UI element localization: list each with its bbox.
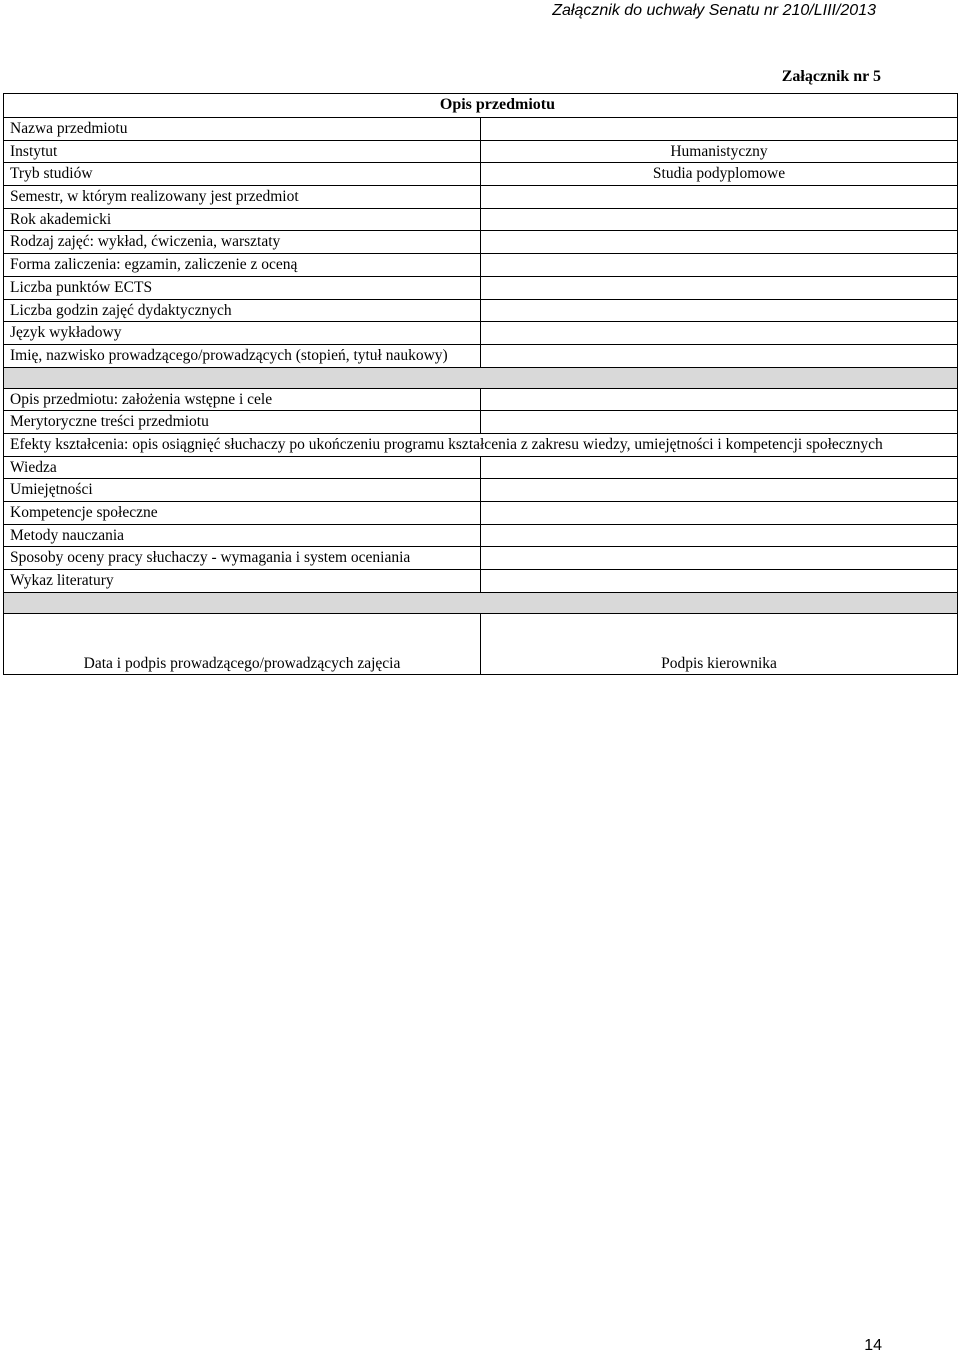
field-label-knowledge: Wiedza bbox=[4, 456, 481, 479]
field-value-ects[interactable] bbox=[481, 276, 958, 299]
field-label-competences: Kompetencje społeczne bbox=[4, 502, 481, 525]
field-value-literature[interactable] bbox=[481, 570, 958, 593]
signature-row bbox=[4, 613, 958, 674]
table-row bbox=[4, 118, 958, 141]
table-row bbox=[4, 299, 958, 322]
field-value-assessment[interactable] bbox=[481, 547, 958, 570]
field-value-language[interactable] bbox=[481, 322, 958, 345]
table-row bbox=[4, 163, 958, 186]
field-value-content[interactable] bbox=[481, 411, 958, 434]
table-row bbox=[4, 388, 958, 411]
separator-row bbox=[4, 367, 958, 388]
annex-label: Załącznik nr 5 bbox=[781, 68, 881, 85]
field-value-semester[interactable] bbox=[481, 186, 958, 209]
field-label-language: Język wykładowy bbox=[4, 322, 481, 345]
resolution-note: Załącznik do uchwały Senatu nr 210/LIII/2013 bbox=[552, 2, 876, 19]
form-title: Opis przedmiotu bbox=[4, 94, 958, 118]
field-label-ects: Liczba punktów ECTS bbox=[4, 276, 481, 299]
table-row bbox=[4, 456, 958, 479]
field-label-course-name: Nazwa przedmiotu bbox=[4, 118, 481, 141]
field-label-methods: Metody nauczania bbox=[4, 524, 481, 547]
table-row bbox=[4, 140, 958, 163]
field-label-assumptions: Opis przedmiotu: założenia wstępne i cele bbox=[4, 388, 481, 411]
table-row bbox=[4, 502, 958, 525]
field-label-class-type: Rodzaj zajęć: wykład, ćwiczenia, warsztaty bbox=[4, 231, 481, 254]
field-label-lecturer: Imię, nazwisko prowadzącego/prowadzących (stopień, tytuł naukowy) bbox=[4, 344, 481, 367]
table-row bbox=[4, 547, 958, 570]
table-row bbox=[4, 433, 958, 456]
table-row bbox=[4, 411, 958, 434]
page-number: 14 bbox=[864, 1337, 882, 1354]
field-value-assessment-form[interactable] bbox=[481, 254, 958, 277]
field-value-course-name[interactable] bbox=[481, 118, 958, 141]
field-label-learning-outcomes: Efekty kształcenia: opis osiągnięć słuchaczy po ukończeniu programu kształcenia z zakresu wiedzy, umiejętności i kompetencji społecznych bbox=[4, 433, 958, 456]
field-value-assumptions[interactable] bbox=[481, 388, 958, 411]
field-value-class-type[interactable] bbox=[481, 231, 958, 254]
table-row bbox=[4, 276, 958, 299]
table-row bbox=[4, 344, 958, 367]
table-row bbox=[4, 524, 958, 547]
field-value-knowledge[interactable] bbox=[481, 456, 958, 479]
gray-separator bbox=[4, 367, 958, 388]
table-row bbox=[4, 570, 958, 593]
field-value-academic-year[interactable] bbox=[481, 208, 958, 231]
field-value-skills[interactable] bbox=[481, 479, 958, 502]
field-label-academic-year: Rok akademicki bbox=[4, 208, 481, 231]
table-row bbox=[4, 208, 958, 231]
field-label-hours: Liczba godzin zajęć dydaktycznych bbox=[4, 299, 481, 322]
field-label-skills: Umiejętności bbox=[4, 479, 481, 502]
field-value-lecturer[interactable] bbox=[481, 344, 958, 367]
gray-separator bbox=[4, 592, 958, 613]
field-label-literature: Wykaz literatury bbox=[4, 570, 481, 593]
field-value-hours[interactable] bbox=[481, 299, 958, 322]
table-row bbox=[4, 322, 958, 345]
table-row bbox=[4, 231, 958, 254]
field-label-semester: Semestr, w którym realizowany jest przedmiot bbox=[4, 186, 481, 209]
table-row bbox=[4, 254, 958, 277]
field-label-content: Merytoryczne treści przedmiotu bbox=[4, 411, 481, 434]
field-label-assessment: Sposoby oceny pracy słuchaczy - wymagania i system oceniania bbox=[4, 547, 481, 570]
field-value-competences[interactable] bbox=[481, 502, 958, 525]
head-signature-field[interactable]: Podpis kierownika bbox=[481, 613, 958, 674]
course-description-form bbox=[3, 93, 958, 675]
table-row bbox=[4, 479, 958, 502]
field-label-study-mode: Tryb studiów bbox=[4, 163, 481, 186]
field-label-institute: Instytut bbox=[4, 140, 481, 163]
field-value-institute[interactable]: Humanistyczny bbox=[481, 140, 958, 163]
separator-row bbox=[4, 592, 958, 613]
field-value-methods[interactable] bbox=[481, 524, 958, 547]
form-title-row bbox=[4, 94, 958, 118]
table-row bbox=[4, 186, 958, 209]
field-value-study-mode[interactable]: Studia podyplomowe bbox=[481, 163, 958, 186]
field-label-assessment-form: Forma zaliczenia: egzamin, zaliczenie z oceną bbox=[4, 254, 481, 277]
lecturer-signature-field[interactable]: Data i podpis prowadzącego/prowadzących zajęcia bbox=[4, 613, 481, 674]
